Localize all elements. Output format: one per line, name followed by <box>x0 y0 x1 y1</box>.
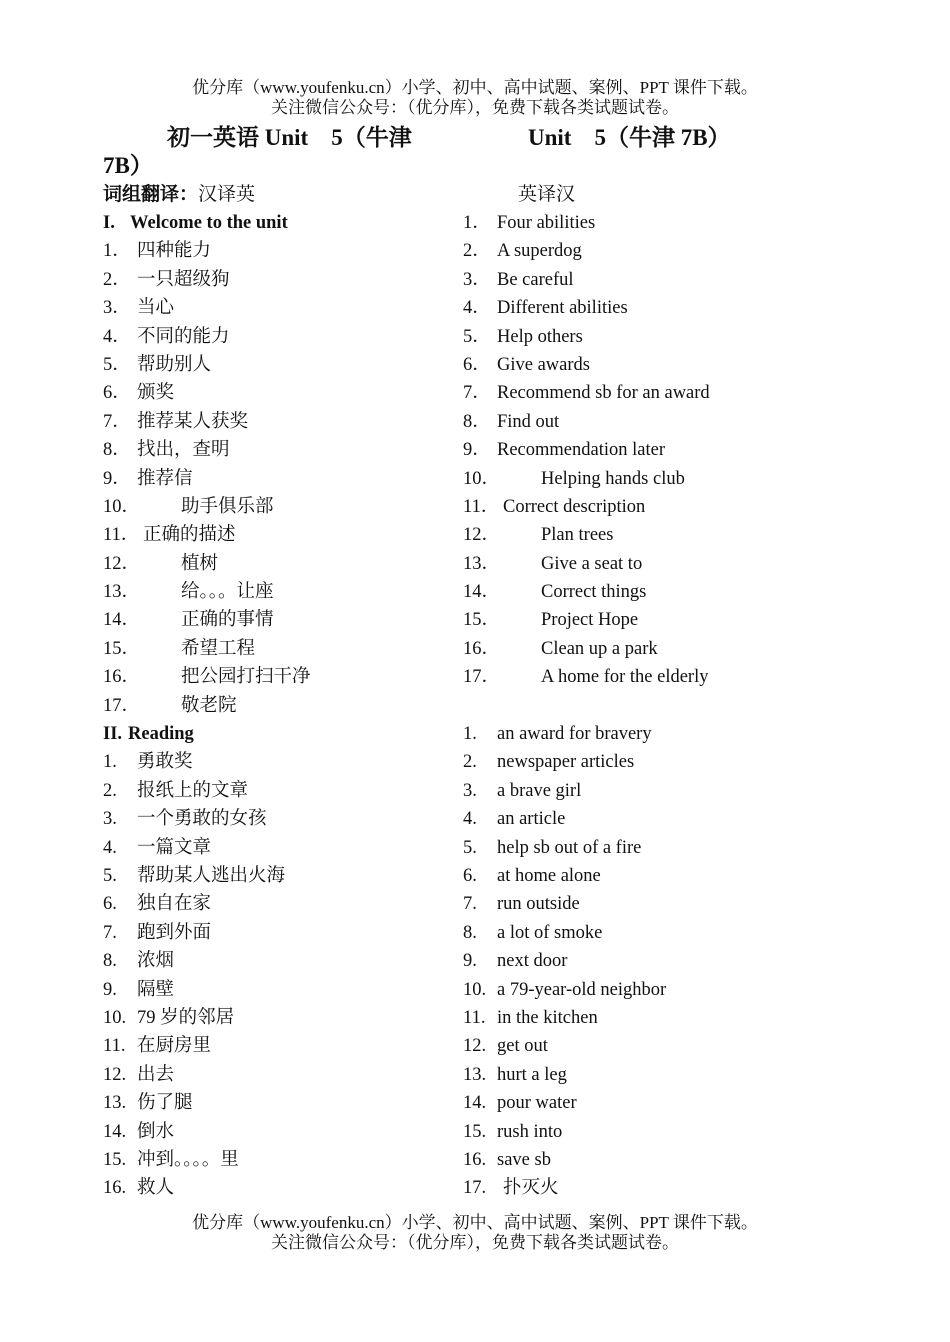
right-list-item <box>463 493 883 521</box>
item-number: 6. <box>463 865 477 886</box>
item-text: 颁奖 <box>137 383 175 404</box>
item-number: 1． <box>463 213 491 233</box>
item-number: 8． <box>103 440 131 461</box>
item-number: 9. <box>103 979 117 1000</box>
right-list-item <box>463 862 883 890</box>
left-list-item <box>103 606 443 634</box>
item-number: 3． <box>463 269 491 290</box>
item-text: 救人 <box>137 1178 175 1199</box>
left-list-item <box>103 521 443 549</box>
item-text: 扑灭火 <box>503 1178 559 1199</box>
left-list-item <box>103 550 443 578</box>
left-list-item <box>103 578 443 606</box>
item-number: 5. <box>103 865 117 886</box>
item-text: newspaper articles <box>497 752 635 773</box>
item-text: Correct things <box>541 582 647 603</box>
page-title-right: Unit 5（牛津 7B） <box>528 125 731 150</box>
left-list-item <box>103 465 443 493</box>
item-number: 10. <box>103 1007 127 1028</box>
item-number: 15． <box>103 638 141 659</box>
right-list-item <box>463 1004 883 1032</box>
item-number: 2． <box>103 269 131 290</box>
item-text: 帮助别人 <box>137 354 212 375</box>
left-list-item <box>103 237 443 265</box>
item-text: 伤了腿 <box>137 1093 193 1114</box>
right-list-item <box>463 606 883 634</box>
item-number: 16. <box>463 1149 487 1170</box>
item-number: 14． <box>103 610 141 631</box>
item-text: a brave girl <box>497 780 582 801</box>
left-list-item <box>103 805 443 833</box>
right-list-item <box>463 663 883 691</box>
item-text: Reading <box>128 724 194 745</box>
item-number: 4. <box>463 809 477 830</box>
right-list-item <box>463 1174 883 1202</box>
item-number: 9． <box>463 440 491 461</box>
item-text: 推荐信 <box>137 468 193 489</box>
right-list-item <box>463 1118 883 1146</box>
item-number: 16． <box>103 667 141 688</box>
item-text: 跑到外面 <box>137 922 212 943</box>
left-list-item <box>103 976 443 1004</box>
item-text: 植树 <box>181 553 219 574</box>
right-list-item <box>463 521 883 549</box>
left-list-item <box>103 947 443 975</box>
subtitle-left-text: 汉译英 <box>198 184 256 205</box>
item-text: a lot of smoke <box>497 922 603 943</box>
item-text: 独自在家 <box>137 894 212 915</box>
left-section-heading <box>103 720 443 748</box>
item-number: 8. <box>463 922 477 943</box>
item-number: 3． <box>103 298 131 319</box>
item-number: 8． <box>463 411 491 432</box>
left-list-item <box>103 1032 443 1060</box>
right-list-item <box>463 1032 883 1060</box>
item-text: 冲到。。。。里 <box>137 1149 239 1170</box>
page-title-left: 初一英语 Unit 5（牛津 7B） <box>103 125 412 178</box>
item-text: Give a seat to <box>541 553 643 574</box>
item-text: rush into <box>497 1121 563 1142</box>
right-list-item <box>463 550 883 578</box>
item-text: 报纸上的文章 <box>137 780 249 801</box>
right-list-item <box>463 976 883 1004</box>
left-list-item <box>103 692 443 720</box>
item-number: 9. <box>463 951 477 972</box>
item-number: 10． <box>103 496 141 517</box>
item-number: 11. <box>463 1007 486 1028</box>
item-number: 1. <box>103 752 117 773</box>
item-text: 一个勇敢的女孩 <box>137 809 267 830</box>
item-text: 敬老院 <box>181 695 237 716</box>
item-number: 11． <box>103 525 140 546</box>
footer-line-1: 优分库（www.youfenku.cn）小学、初中、高中试题、案例、PPT 课件下载。 <box>192 1213 758 1232</box>
right-list-item <box>463 919 883 947</box>
right-list-item <box>463 834 883 862</box>
right-list-item <box>463 294 883 322</box>
item-text: 找出，查明 <box>137 440 230 461</box>
right-list-item <box>463 890 883 918</box>
right-list-item <box>463 947 883 975</box>
left-list-item <box>103 1061 443 1089</box>
left-list-item <box>103 294 443 322</box>
left-list-item <box>103 1174 443 1202</box>
item-number: 13． <box>463 553 501 574</box>
left-list-item <box>103 436 443 464</box>
left-section-heading <box>103 209 443 237</box>
item-text: Helping hands club <box>541 468 685 489</box>
item-text: 正确的描述 <box>143 525 236 546</box>
item-number: 17． <box>103 695 141 716</box>
item-text: pour water <box>497 1093 577 1114</box>
item-text: Be careful <box>497 269 574 290</box>
item-number: 12. <box>103 1064 127 1085</box>
subtitle-left <box>103 182 255 208</box>
left-list-item <box>103 748 443 776</box>
item-number: 4． <box>463 298 491 319</box>
item-number: 12． <box>103 553 141 574</box>
item-number: 6. <box>103 894 117 915</box>
footer-line-2: 关注微信公众号：（优分库），免费下载各类试题试卷。 <box>271 1233 679 1252</box>
item-number: 17． <box>463 667 501 688</box>
left-list-item <box>103 919 443 947</box>
item-number: 15. <box>103 1149 127 1170</box>
right-list-item <box>463 805 883 833</box>
item-number: 12. <box>463 1036 487 1057</box>
right-list-item <box>463 1061 883 1089</box>
left-list-item <box>103 1089 443 1117</box>
item-text: 正确的事情 <box>181 610 274 631</box>
item-text: in the kitchen <box>497 1007 598 1028</box>
item-number: 14. <box>103 1121 127 1142</box>
item-text: get out <box>497 1036 548 1057</box>
item-number: 4． <box>103 326 131 347</box>
item-number: 5． <box>103 354 131 375</box>
right-list-item <box>463 323 883 351</box>
item-number: 7． <box>103 411 131 432</box>
item-number: 5. <box>463 837 477 858</box>
item-text: 不同的能力 <box>137 326 230 347</box>
item-number: 4. <box>103 837 117 858</box>
item-text: 在厨房里 <box>137 1036 212 1057</box>
left-list-item <box>103 777 443 805</box>
item-number: 1. <box>463 724 477 745</box>
item-number: 13. <box>103 1093 127 1114</box>
item-text: 当心 <box>137 298 175 319</box>
left-list-item <box>103 351 443 379</box>
item-number: 16. <box>103 1178 127 1199</box>
item-text: an award for bravery <box>497 724 652 745</box>
right-list-item <box>463 720 883 748</box>
item-text: Different abilities <box>497 298 628 319</box>
item-number: 13. <box>463 1064 487 1085</box>
right-list-item <box>463 436 883 464</box>
item-text: Give awards <box>497 354 590 375</box>
subtitle-right: 英译汉 <box>518 184 576 205</box>
item-number: 15. <box>463 1121 487 1142</box>
left-column-chinese-to-english <box>103 209 443 1203</box>
left-list-item <box>103 890 443 918</box>
item-text: Four abilities <box>497 213 596 233</box>
item-text: Plan trees <box>541 525 614 546</box>
header-line-1: 优分库（www.youfenku.cn）小学、初中、高中试题、案例、PPT 课件下载。 <box>192 78 758 97</box>
item-number: 7. <box>463 894 477 915</box>
item-number: 2. <box>463 752 477 773</box>
item-text: a 79-year-old neighbor <box>497 979 667 1000</box>
item-number: 12． <box>463 525 501 546</box>
item-number: 14. <box>463 1093 487 1114</box>
left-list-item <box>103 635 443 663</box>
left-list-item <box>103 663 443 691</box>
right-list-item <box>463 748 883 776</box>
item-text: A home for the elderly <box>541 667 709 688</box>
right-list-item <box>463 692 883 720</box>
left-list-item <box>103 1004 443 1032</box>
item-text: 助手俱乐部 <box>181 496 274 517</box>
left-list-item <box>103 379 443 407</box>
item-text: 帮助某人逃出火海 <box>137 865 286 886</box>
right-list-item <box>463 237 883 265</box>
item-text: Correct description <box>503 496 646 517</box>
right-list-item <box>463 209 883 237</box>
item-text: save sb <box>497 1149 551 1170</box>
item-number: 7. <box>103 922 117 943</box>
right-list-item <box>463 266 883 294</box>
left-list-item <box>103 266 443 294</box>
item-text: an article <box>497 809 566 830</box>
right-column-english-to-chinese <box>463 209 883 1203</box>
subtitle-left-label: 词组翻译： <box>103 184 199 205</box>
right-list-item <box>463 1146 883 1174</box>
left-list-item <box>103 1118 443 1146</box>
item-text: 倒水 <box>137 1121 175 1142</box>
item-number: 7． <box>463 383 491 404</box>
left-list-item <box>103 862 443 890</box>
item-text: 希望工程 <box>181 638 256 659</box>
item-text: 给。。。让座 <box>181 582 274 603</box>
item-number: 10． <box>463 468 501 489</box>
item-number: 10. <box>463 979 487 1000</box>
item-text: 一篇文章 <box>137 837 212 858</box>
item-text: Recommend sb for an award <box>497 383 710 404</box>
left-list-item <box>103 493 443 521</box>
item-number: 6． <box>463 354 491 375</box>
item-text: 一只超级狗 <box>137 269 230 290</box>
item-number: 14． <box>463 582 501 603</box>
item-text: A superdog <box>497 241 582 262</box>
item-number: 17. <box>463 1178 487 1199</box>
item-number: 2. <box>103 780 117 801</box>
item-text: run outside <box>497 894 580 915</box>
left-list-item <box>103 1146 443 1174</box>
left-list-item <box>103 408 443 436</box>
item-number: 11. <box>103 1036 126 1057</box>
item-text: 浓烟 <box>137 951 175 972</box>
item-text: 把公园打扫干净 <box>181 667 311 688</box>
right-list-item <box>463 777 883 805</box>
item-text: hurt a leg <box>497 1064 567 1085</box>
header-line-2: 关注微信公众号：（优分库），免费下载各类试题试卷。 <box>271 98 679 117</box>
item-number: 1． <box>103 241 131 262</box>
left-list-item <box>103 323 443 351</box>
item-text: Recommendation later <box>497 440 665 461</box>
right-list-item <box>463 351 883 379</box>
item-number: II. <box>103 724 123 745</box>
item-number: 16． <box>463 638 501 659</box>
right-list-item <box>463 1089 883 1117</box>
item-text: Help others <box>497 326 583 347</box>
item-text: Clean up a park <box>541 638 658 659</box>
item-text: 隔壁 <box>137 979 175 1000</box>
item-text: 勇敢奖 <box>137 752 193 773</box>
item-number: 15． <box>463 610 501 631</box>
item-text: next door <box>497 951 568 972</box>
right-list-item <box>463 465 883 493</box>
right-list-item <box>463 408 883 436</box>
right-list-item <box>463 578 883 606</box>
item-text: 出去 <box>137 1064 175 1085</box>
left-list-item <box>103 834 443 862</box>
item-number: 2． <box>463 241 491 262</box>
right-list-item <box>463 379 883 407</box>
item-number: 8. <box>103 951 117 972</box>
item-number: 6． <box>103 383 131 404</box>
item-text: 79 岁的邻居 <box>137 1007 235 1028</box>
item-number: 3. <box>103 809 117 830</box>
item-number: 9． <box>103 468 131 489</box>
item-text: Project Hope <box>541 610 639 631</box>
right-list-item <box>463 635 883 663</box>
item-text: help sb out of a fire <box>497 837 642 858</box>
item-number: I. <box>103 213 115 233</box>
item-text: 推荐某人获奖 <box>137 411 249 432</box>
item-text: Find out <box>497 411 560 432</box>
item-number: 13． <box>103 582 141 603</box>
item-number: 11． <box>463 496 500 517</box>
item-text: 四种能力 <box>137 241 212 262</box>
item-text: at home alone <box>497 865 601 886</box>
item-number: 5． <box>463 326 491 347</box>
item-number: 3. <box>463 780 477 801</box>
item-text: Welcome to the unit <box>130 213 288 233</box>
